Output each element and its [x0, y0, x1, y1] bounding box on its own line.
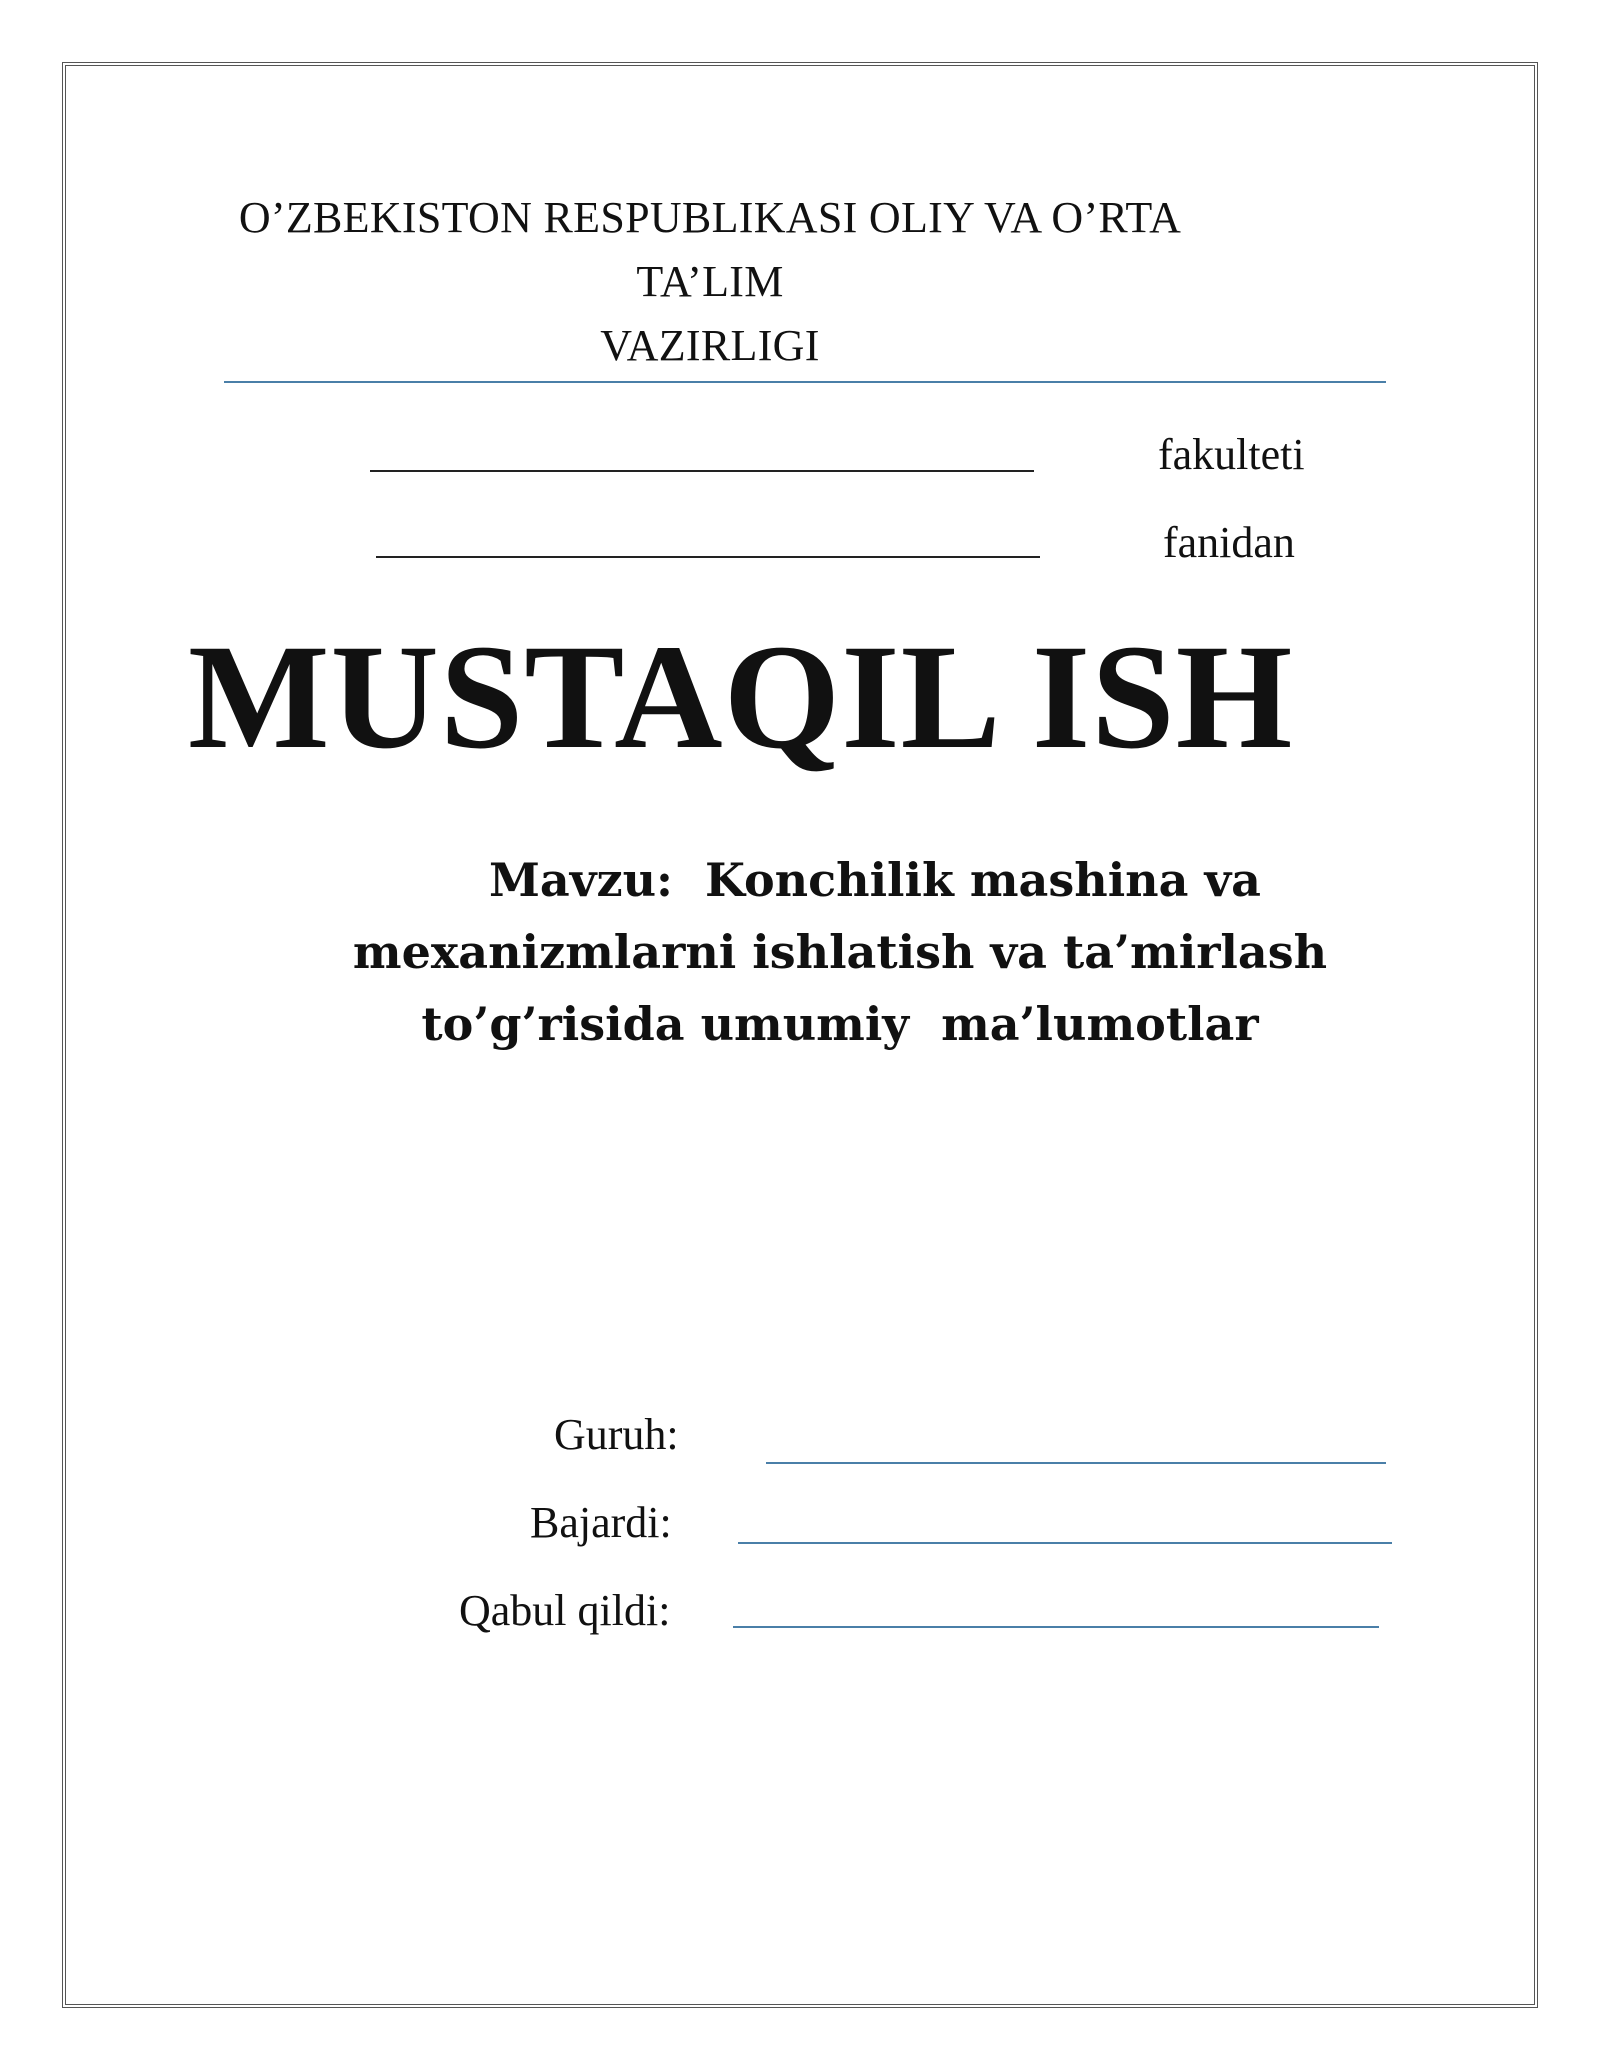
accepted-by-label: Qabul qildi: [459, 1586, 671, 1635]
done-by-blank-line [738, 1542, 1392, 1544]
topic-line2: mexanizmlarni ishlatish va ta’mirlash [352, 925, 1328, 979]
done-by-label: Bajardi: [530, 1498, 672, 1547]
subject-blank-line [376, 556, 1040, 558]
subject-label: fanidan [1163, 518, 1295, 567]
document-title: MUSTAQIL ISH [188, 614, 1294, 780]
topic-block [300, 844, 1380, 1060]
institution-blank-line [224, 381, 1386, 383]
ministry-heading [190, 186, 1230, 378]
group-blank-line [766, 1462, 1386, 1464]
ministry-heading-line2: VAZIRLIGI [600, 321, 820, 370]
faculty-label: fakulteti [1158, 430, 1305, 479]
topic-line1: Mavzu: Konchilik mashina va [489, 853, 1261, 907]
ministry-heading-line1: O’ZBEKISTON RESPUBLIKASI OLIY VA O’RTA TA’LIM [238, 193, 1182, 306]
topic-line3: to’g’risida umumiy ma’lumotlar [421, 997, 1259, 1051]
accepted-by-blank-line [733, 1626, 1379, 1628]
group-label: Guruh: [554, 1410, 679, 1459]
faculty-blank-line [370, 470, 1034, 472]
